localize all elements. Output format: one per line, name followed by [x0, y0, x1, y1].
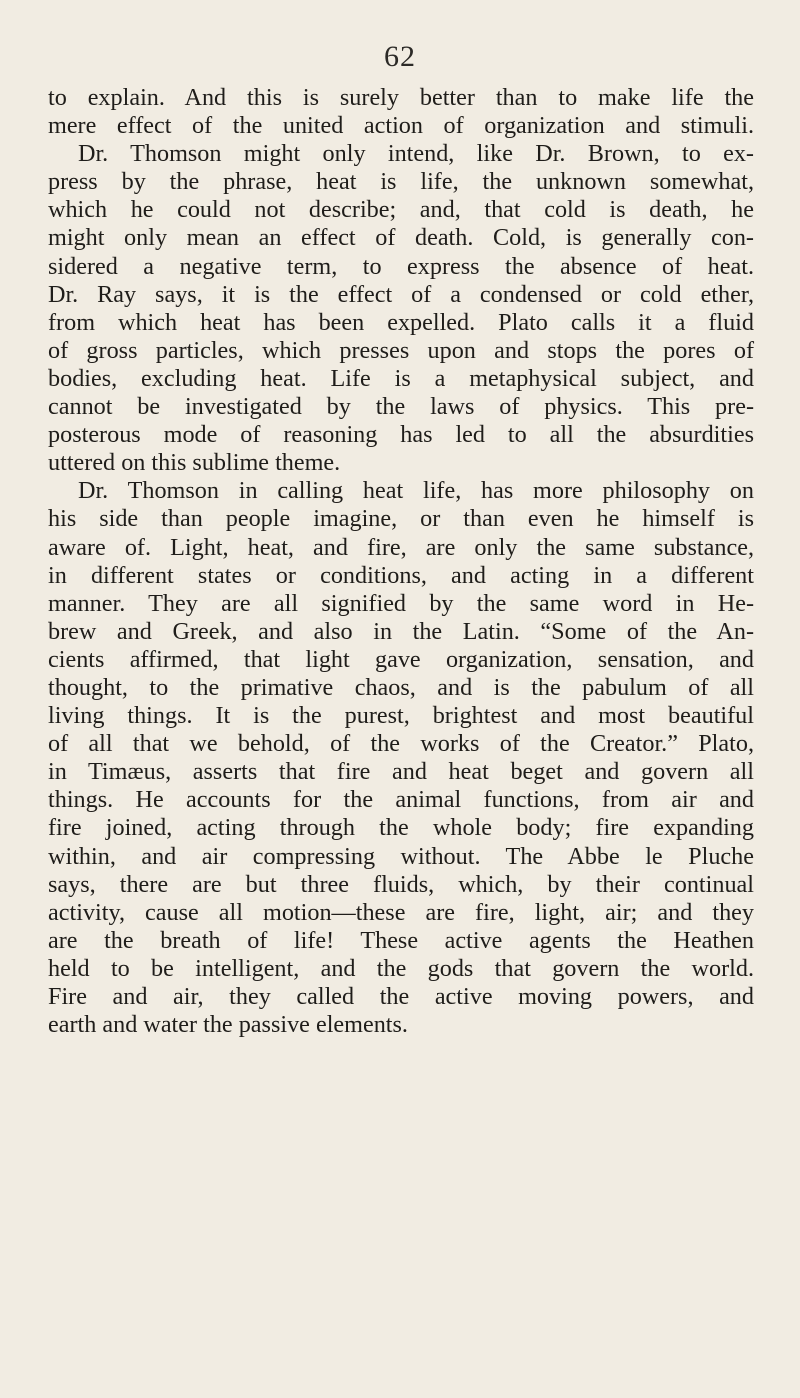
text-line: fire joined, acting through the whole body; fire expanding [48, 814, 754, 842]
text-line: press by the phrase, heat is life, the unknown somewhat, [48, 168, 754, 196]
text-line: Dr. Thomson might only intend, like Dr. Brown, to ex- [78, 140, 754, 168]
text-line: Dr. Thomson in calling heat life, has more philosophy on [78, 477, 754, 505]
text-line: living things. It is the purest, brightest and most beautiful [48, 702, 754, 730]
text-line: posterous mode of reasoning has led to all the absurdities [48, 421, 754, 449]
text-line: are the breath of life! These active agents the Heathen [48, 926, 754, 954]
text-line: in different states or conditions, and acting in a different [48, 561, 754, 589]
text-line: activity, cause all motion—these are fire, light, air; and they [48, 898, 754, 926]
text-line: cannot be investigated by the laws of physics. This pre- [48, 393, 754, 421]
text-line: within, and air compressing without. The Abbe le Pluche [48, 842, 754, 870]
text-line: to explain. And this is surely better than to make life the [48, 84, 754, 111]
text-line: Fire and air, they called the active moving powers, and [48, 983, 754, 1010]
text-line: from which heat has been expelled. Plato calls it a fluid [48, 308, 754, 336]
text-line: held to be intelligent, and the gods that govern the world. [48, 954, 754, 982]
text-line: manner. They are all signified by the same word in He- [48, 589, 754, 617]
text-line: of gross particles, which presses upon and stops the pores of [48, 336, 754, 364]
text-line: cients affirmed, that light gave organization, sensation, and [48, 645, 754, 673]
page-number: 62 [384, 40, 416, 73]
text-line: brew and Greek, and also in the Latin. “Some of the An- [48, 617, 754, 645]
text-line: things. He accounts for the animal functions, from air and [48, 786, 754, 814]
text-line: bodies, excluding heat. Life is a metaphysical subject, and [48, 364, 754, 392]
body-text [48, 84, 754, 1039]
text-line: of all that we behold, of the works of the Creator.” Plato, [48, 730, 754, 758]
text-line: uttered on this sublime theme. [48, 449, 341, 477]
text-line: earth and water the passive elements. [48, 1011, 408, 1039]
text-line: Dr. Ray says, it is the effect of a condensed or cold ether, [48, 280, 754, 308]
text-line: thought, to the primative chaos, and is the pabulum of all [48, 673, 754, 701]
text-line: mere effect of the united action of organization and stimuli. [48, 112, 754, 140]
text-line: which he could not describe; and, that cold is death, he [48, 196, 754, 224]
text-line: might only mean an effect of death. Cold, is generally con- [48, 224, 754, 252]
text-line: says, there are but three fluids, which, by their continual [48, 870, 754, 898]
text-line: sidered a negative term, to express the absence of heat. [48, 252, 754, 280]
text-line: his side than people imagine, or than even he himself is [48, 505, 754, 533]
text-line: in Timæus, asserts that fire and heat beget and govern all [48, 758, 754, 786]
text-line: aware of. Light, heat, and fire, are only the same substance, [48, 533, 754, 561]
